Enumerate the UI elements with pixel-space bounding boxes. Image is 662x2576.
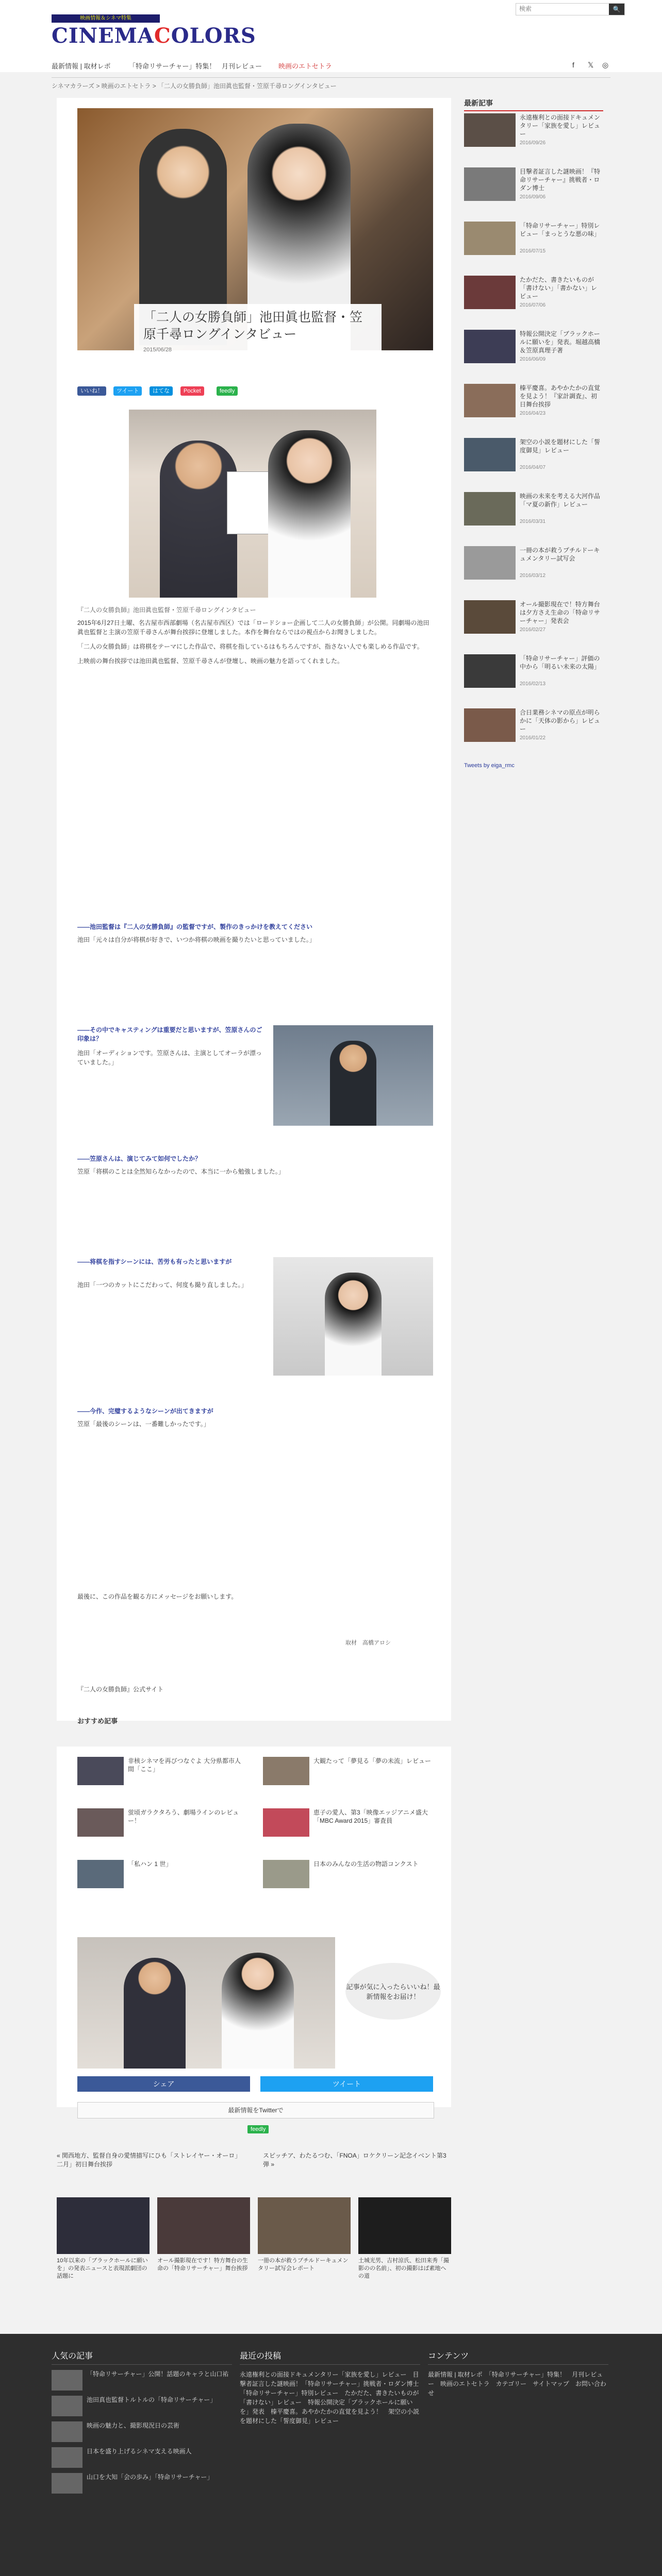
sidebar-post[interactable]: [464, 546, 603, 587]
post-title: 架空の小説を題材にした「誓度御見」レビュー: [520, 438, 601, 454]
footer-contents-list[interactable]: 最新情報 | 取材レポ 「特命リサーチャー」特集！ 月刊レビュー 映画のエトセトラ カテゴリー サイトマップ お問い合わせ: [428, 2371, 606, 2397]
post-date: 2016/02/27: [520, 627, 546, 633]
official-site-link[interactable]: 『二人の女勝負師』公式サイト: [77, 1686, 164, 1693]
rec-thumbnail: [263, 1860, 309, 1888]
post-title: 「特命リサーチャー」評価の中から「明るい未来の太陽」: [520, 655, 601, 670]
post-title: オール撮影現在で！特方舞台は夕方さえ生命の「特命リサーチャー」発表会: [520, 601, 600, 624]
post-title: 映画の未来を考える大河作品「マ夏の新作」レビュー: [520, 493, 601, 508]
post-thumbnail: [464, 330, 516, 363]
search-box: [516, 3, 625, 15]
feedly-follow-button[interactable]: feedly: [247, 2125, 269, 2133]
post-title: 目撃者証言した謎映画！『特命リサーチャー』挑戦者・ロダン博士: [520, 168, 601, 192]
post-date: 2016/01/22: [520, 735, 546, 741]
related-title: オール撮影現在です！特方舞台の生命の「特命リサーチャー」舞台挨拶: [157, 2258, 248, 2272]
logo-main: CINEMA: [52, 24, 154, 48]
footer-thumbnail: [52, 2447, 82, 2468]
pocket-button[interactable]: Pocket: [180, 386, 204, 396]
recommended-item[interactable]: [263, 1808, 433, 1839]
post-thumbnail: [464, 384, 516, 417]
footer-popular-heading: 人気の記事: [52, 2349, 232, 2365]
answer-text: 笠原「最後のシーンは、一番難しかったです。」: [77, 1420, 210, 1428]
post-thumbnail: [464, 654, 516, 688]
related-thumbnail: [358, 2197, 451, 2254]
next-post-link[interactable]: スピッチア、わたるつむ、「FNOA」ロケクリーン記念イベント第3弾 »: [263, 2152, 446, 2168]
sidebar-post[interactable]: [464, 222, 603, 263]
rec-thumbnail: [77, 1757, 124, 1785]
nav-feature[interactable]: 「特命リサーチャー」特集！: [129, 62, 216, 70]
facebook-share-button[interactable]: シェア: [77, 2076, 250, 2092]
question-heading: ――将棋を指すシーンには、苦労も有ったと思いますが: [77, 1258, 232, 1265]
rec-title: 日本のみんなの生活の物語コンクスト: [313, 1860, 419, 1868]
answer-text: 池田「一つのカットにこだわって、何度も撮り直しました。」: [77, 1281, 247, 1289]
sidebar-post[interactable]: [464, 654, 603, 696]
post-title: たかだた、書きたいものが「書けない」「書かない」レビュー: [520, 276, 598, 300]
footer-thumbnail: [52, 2370, 82, 2391]
sidebar-post[interactable]: [464, 438, 603, 479]
article-credit: 取材 高橋アロシ: [345, 1640, 391, 1646]
post-thumbnail: [464, 167, 516, 201]
post-title: 特報公開決定「ブラックホールに願いを」発表。堀越高橋＆笠原真理子著: [520, 330, 601, 354]
site-header: [0, 0, 662, 72]
footer-contents: [428, 2349, 608, 2398]
photo3-actress: [325, 1273, 382, 1376]
post-title: 榛平慶喜。あやかたかの直覚を見よう！『家計調査』、初日舞台挨拶: [520, 384, 601, 408]
question-heading: ――今作、完璧するようなシーンが出てきますが: [77, 1408, 213, 1415]
post-date: 2016/04/23: [520, 411, 546, 416]
article-photo-1: [129, 410, 376, 598]
twitter-timeline-link[interactable]: Tweets by eiga_rmc: [464, 762, 515, 769]
footer-item-title: 映画の魅力と、撮影現況日の芸術: [87, 2422, 180, 2429]
footer-thumbnail: [52, 2473, 82, 2494]
answer-text: 池田「元々は自分が将棋が好きで、いつか将棋の映画を撮りたいと思っていました。」: [77, 936, 316, 943]
logo-tagline: 映画情報＆シネマ特集: [52, 14, 160, 23]
related-thumbnail: [157, 2197, 250, 2254]
search-input[interactable]: [516, 4, 610, 14]
closing-text: 最後に、この作品を観る方にメッセージをお願いします。: [77, 1593, 238, 1600]
post-date: 2016/09/26: [520, 140, 546, 146]
footer-recent: [240, 2349, 425, 2426]
post-date: 2016/07/15: [520, 248, 546, 254]
tweet-button[interactable]: ツイート: [113, 386, 142, 396]
post-thumbnail: [464, 600, 516, 634]
related-title: 10年以来の「ブラックホールに願いを」の発表ニュースと表現派劇団の話題に: [57, 2258, 148, 2279]
post-navigation: [57, 2151, 451, 2177]
post-thumbnail: [464, 276, 516, 309]
facebook-icon[interactable]: f: [572, 61, 574, 69]
post-date: 2016/07/06: [520, 302, 546, 308]
recommended-heading: おすすめ記事: [77, 1717, 118, 1725]
rec-thumbnail: [77, 1808, 124, 1837]
paragraph: 上映前の舞台挨拶では池田眞也監督、笠原千尋さんが登壇し、映画の魅力を語ってくれました。: [77, 657, 344, 665]
footer-thumbnail: [52, 2421, 82, 2442]
rec-thumbnail: [77, 1860, 124, 1888]
logo-rest: OLORS: [171, 24, 256, 48]
twitter-icon[interactable]: 𝕏: [588, 61, 594, 69]
footer-popular: [52, 2349, 232, 2499]
photo1-flyer: [227, 471, 274, 534]
related-thumbnail: [258, 2197, 351, 2254]
post-thumbnail: [464, 708, 516, 742]
sidebar-post[interactable]: [464, 492, 603, 533]
footer-popular-item[interactable]: [52, 2421, 232, 2444]
footer-recent-heading: 最近の投稿: [240, 2349, 420, 2365]
post-thumbnail: [464, 492, 516, 526]
footer-recent-list[interactable]: 永遠権利との面接ドキュメンタリー「家族を愛し」レビュー 目撃者証言した謎映画！「特命リサーチャー」挑戦者・ロダン博士 「特命リサーチャー」特別レビュー たかだた、書きたいものが「書けない」レビュー 特報公開決定「ブラックホールに願いを」発表 榛平慶喜。あやかたかの直覚を見よう！ 架空の小説を題材にした「誓度御見」レビュー: [240, 2371, 425, 2425]
sidebar: [464, 98, 603, 1025]
nav-etcetera[interactable]: 映画のエトセトラ: [278, 62, 332, 70]
title-box: [134, 304, 382, 353]
related-title: 土城光男、吉村涼氏、松田来秀「撮影のの名前」、初の撮影はぱ素地への道: [358, 2258, 449, 2279]
sidebar-post[interactable]: [464, 167, 603, 209]
nav-review[interactable]: 月刊レビュー: [222, 62, 262, 70]
instagram-icon[interactable]: ◎: [602, 61, 609, 69]
rec-title: 恵子の愛人、第3「映像エッジアニメ盛大「MBC Award 2015」審査員: [313, 1809, 428, 1824]
related-post[interactable]: [157, 2197, 250, 2285]
sidebar-post[interactable]: [464, 600, 603, 641]
recommended-item[interactable]: [77, 1860, 247, 1891]
photo2-director: [330, 1041, 376, 1126]
post-thumbnail: [464, 113, 516, 147]
footer-item-title: 山口を大知「会の歩み」「特命リサーチャー」: [87, 2473, 213, 2481]
rec-title: 蛍頃ガラクタろう、劇場ラインのレビュー！: [128, 1809, 239, 1824]
related-thumbnail: [57, 2197, 150, 2254]
main-nav: [52, 61, 610, 72]
photo-caption: 『二人の女勝負師』池田眞也監督・笠原千尋ロングインタビュー: [77, 606, 256, 614]
post-thumbnail: [464, 546, 516, 580]
logo-accent: C: [154, 24, 171, 48]
sidebar-post[interactable]: [464, 330, 603, 371]
article-date: 2015/06/28: [143, 347, 172, 353]
question-heading: ――笠原さんは、演じてみて如何でしたか？: [77, 1155, 202, 1162]
post-date: 2016/03/31: [520, 519, 546, 524]
recommended-item[interactable]: [77, 1757, 247, 1788]
previous-post-link[interactable]: « 関西地方、監督自身の愛情描写にひも「ストレイヤー・オーロ」二月」初日舞台挨拶: [57, 2152, 241, 2168]
recommended-item[interactable]: [77, 1808, 247, 1839]
article-photo-2: [273, 1025, 433, 1126]
answer-text: 笠原「将棋のことは全然知らなかったので、本当に一から勉強しました。」: [77, 1168, 285, 1175]
related-title: 一冊の本が救うプチルドーキュメンタリー試写会レポート: [258, 2258, 349, 2272]
site-footer: [0, 2334, 662, 2576]
article-photo-3: [273, 1257, 433, 1376]
post-title: 合日業務シネマの原点が明らかに「天体の影から」レビュー: [520, 709, 601, 733]
related-post[interactable]: [358, 2197, 451, 2285]
footer-popular-item[interactable]: [52, 2370, 232, 2393]
footer-popular-item[interactable]: [52, 2473, 232, 2496]
rec-title: 非核シネマを再びつなぐよ 大分県都市人間「ここ」: [128, 1757, 241, 1773]
related-posts: [57, 2197, 451, 2285]
sidebar-post[interactable]: [464, 113, 603, 155]
post-thumbnail: [464, 222, 516, 255]
post-title: 「特命リサーチャー」特別レビュー「まっとうな悪の味」: [520, 222, 601, 238]
footer-popular-item[interactable]: [52, 2447, 232, 2470]
paragraph: 「二人の女勝負師」は将棋をテーマにした作品で、将棋を指しているはもちろんですが、指さない人でも楽しめる作品です。: [77, 643, 423, 650]
sidebar-post[interactable]: [464, 708, 603, 750]
nav-news[interactable]: 最新情報 | 取材レポ: [52, 62, 111, 70]
photo1-actress: [268, 430, 351, 598]
recommendations: [57, 1747, 451, 2132]
closing-director: [124, 1958, 186, 2069]
post-date: 2016/09/06: [520, 194, 546, 200]
like-prompt[interactable]: 記事が気に入ったらいいね！最新情報をお届け！: [345, 1963, 441, 2020]
rec-thumbnail: [263, 1757, 309, 1785]
post-title: 一冊の本が救うプチルドーキュメンタリー試写会: [520, 547, 600, 562]
post-date: 2016/03/12: [520, 573, 546, 579]
share-row: [77, 386, 433, 397]
article-title: 「二人の女勝負師」池田眞也監督・笠原千尋ロングインタビュー: [143, 310, 363, 342]
site-logo[interactable]: [52, 14, 256, 52]
feedly-button[interactable]: feedly: [217, 386, 238, 396]
logo-wordmark: [52, 24, 256, 48]
rec-title: 大観たって「夢見る「夢の未流」レビュー: [313, 1757, 432, 1765]
hatena-button[interactable]: はてな: [150, 386, 173, 396]
twitter-follow-button[interactable]: 最新情報をTwitterで: [77, 2102, 434, 2119]
photo1-director: [160, 440, 237, 598]
post-date: 2016/04/07: [520, 465, 546, 470]
related-post[interactable]: [57, 2197, 150, 2285]
rec-thumbnail: [263, 1808, 309, 1837]
footer-item-title: 「特命リサーチャー」公開！話題のキャラと山口祐: [87, 2370, 229, 2378]
post-date: 2016/02/13: [520, 681, 546, 687]
post-thumbnail: [464, 438, 516, 471]
answer-text: 池田「オーディションです。笠原さんは、主演としてオーラが漂っていました。」: [77, 1049, 262, 1066]
footer-item-title: 池田真也監督トルトルの「特命リサーチャー」: [87, 2396, 217, 2403]
sidebar-heading: 最新記事: [464, 98, 603, 111]
closing-photo: [77, 1937, 335, 2069]
twitter-share-button[interactable]: ツイート: [260, 2076, 433, 2092]
question-heading: ――その中でキャスティングは重要だと思いますが、笠原さんのご印象は？: [77, 1026, 262, 1042]
article-main: [57, 98, 451, 1725]
rec-title: 「私ハン 1 世」: [128, 1860, 172, 1868]
footer-item-title: 日本を盛り上げるシネマ支える映画人: [87, 2448, 192, 2455]
like-button[interactable]: いいね！: [77, 386, 106, 396]
footer-contents-heading: コンテンツ: [428, 2349, 608, 2365]
breadcrumb[interactable]: シネマカラーズ > 映画のエトセトラ > 「二人の女勝負師」池田眞也監督・笠原千尋ロングインタビュー: [52, 82, 337, 90]
recommended-item[interactable]: [263, 1757, 433, 1788]
footer-thumbnail: [52, 2396, 82, 2416]
sidebar-post[interactable]: [464, 384, 603, 425]
search-button[interactable]: 🔍: [609, 4, 624, 15]
sidebar-post[interactable]: [464, 276, 603, 317]
question-heading: ――池田監督は『二人の女勝負師』の監督ですが、製作のきっかけを教えてください: [77, 923, 313, 930]
paragraph: 2015年6月27日土曜、名古屋市西部劇場（名古屋市西区）では「ロードショー企画して二人の女勝負師」が公開。同劇場の池田眞也監督と主演の笠原千尋さんが舞台挨拶に登壇しました。本作を舞台ならではの視点からお聞きしました。: [77, 619, 429, 636]
post-title: 永遠権利との面接ドキュメンタリー「家族を愛し」レビュー: [520, 114, 601, 138]
header-divider: [52, 77, 610, 78]
post-date: 2016/06/09: [520, 357, 546, 362]
intro-text: [77, 618, 433, 671]
footer-popular-item[interactable]: [52, 2396, 232, 2418]
related-post[interactable]: [258, 2197, 351, 2285]
recommended-item[interactable]: [263, 1860, 433, 1891]
closing-actress: [222, 1953, 294, 2069]
